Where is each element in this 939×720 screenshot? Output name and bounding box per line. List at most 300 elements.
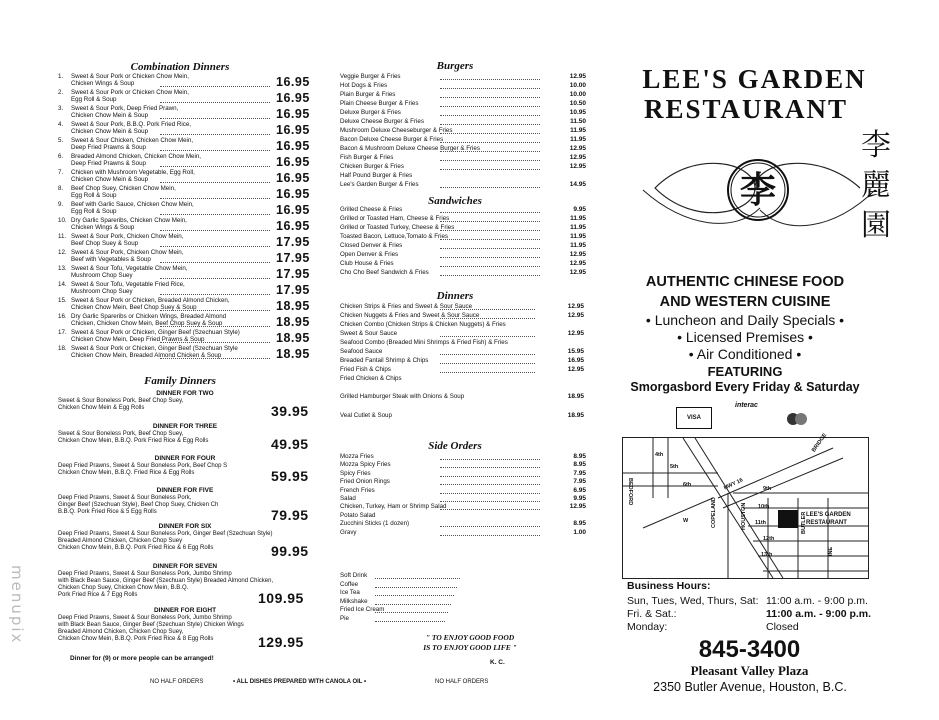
combo-line-2: Chicken Chow Mein & Soup (71, 112, 149, 120)
hours-day: Sun, Tues, Wed, Thurs, Sat: (627, 595, 759, 607)
combo-leader (160, 326, 270, 327)
footer-canola: • ALL DISHES PREPARED WITH CANOLA OIL • (233, 679, 367, 685)
combo-number: 14. (58, 281, 67, 288)
combo-line-1: Sweet & Sour Pork or Chicken, Ginger Beef (Szechuan Style (71, 345, 238, 352)
side-leader (440, 459, 540, 460)
burger-item: Plain Burger & Fries (340, 91, 396, 98)
combo-price: 16.95 (276, 219, 310, 233)
family-line: Pork Fried Rice & 7 Egg Rolls (58, 592, 138, 598)
combo-line-1: Beef Chop Suey, Chicken Chow Mein, (71, 185, 176, 192)
map-street-label: HWY 16 (723, 477, 745, 492)
combo-price: 16.95 (276, 123, 310, 137)
sandwich-leader (440, 266, 540, 267)
map-street-label: 6th (683, 482, 692, 488)
tagline (625, 272, 865, 312)
side-price: 7.95 (573, 469, 586, 477)
phone: 845-3400 (698, 636, 801, 663)
combo-leader (160, 134, 270, 135)
family-price: 109.95 (258, 590, 304, 606)
combo-line-2: Chicken Wings & Soup (71, 80, 135, 88)
hours-time: Closed (766, 621, 799, 633)
family-price: 59.95 (271, 468, 309, 484)
sandwich-price: 12.95 (569, 260, 586, 267)
quote (410, 633, 530, 653)
burger-leader (440, 124, 540, 125)
combo-leader (160, 198, 270, 199)
family-line: Chicken Chow Mein, B.B.Q. Pork Fried Rice & Egg Rolls (58, 438, 209, 444)
combo-line-1: Sweet & Sour Tofu, Vegetable Fried Rice, (71, 281, 185, 288)
burger-leader (440, 133, 540, 134)
drink-leader (375, 604, 451, 605)
features (625, 312, 865, 363)
sandwich-price: 11.95 (570, 242, 586, 249)
family-price: 49.95 (271, 436, 309, 452)
family-line: with Black Bean Sauce, Ginger Beef (Szechuan Style) Breaded Almond Chicken, (58, 578, 274, 584)
burger-item: Mushroom Deluxe Cheeseburger & Fries (340, 127, 453, 134)
combo-leader (160, 246, 270, 247)
drink-leader (375, 578, 460, 579)
sandwich-leader (440, 275, 540, 276)
dinner-item: Chicken Strips & Fries and Sweet & Sour Sauce (340, 303, 473, 310)
combo-line-1: Beef with Garlic Sauce, Chicken Chow Mein, (71, 201, 194, 208)
combo-price: 16.95 (276, 75, 310, 89)
family-line: B.B.Q. Pork Fried Rice & 5 Egg Rolls (58, 509, 157, 515)
footer-no-half-2: NO HALF ORDERS (435, 679, 489, 685)
combo-price: 18.95 (276, 347, 310, 361)
burger-item: Deluxe Burger & Fries (340, 109, 401, 116)
map-street-label: COPELAND (711, 497, 717, 528)
family-line: Deep Fried Prawns, Sweet & Sour Boneless Pork, Jumbo Shrimp (58, 571, 232, 577)
dinner-price: 12.95 (567, 312, 584, 319)
interac-icon: interac (735, 402, 758, 409)
side-price: 8.95 (573, 461, 586, 469)
combo-price: 18.95 (276, 331, 310, 345)
drink-item: Milkshake (340, 597, 368, 605)
family-group-head: DINNER FOR EIGHT (153, 607, 217, 614)
family-group-head: DINNER FOR SIX (158, 523, 212, 530)
side-item: Mozza Fries (340, 453, 374, 460)
burger-price: 12.95 (569, 154, 586, 161)
map-street-label: 10th (758, 504, 770, 510)
combo-price: 16.95 (276, 155, 310, 169)
combo-price: 16.95 (276, 107, 310, 121)
dinner-item: Seafood Combo (Breaded Mini Shrimps & Fried Fish) & Fries (340, 339, 508, 346)
combo-number: 6. (58, 153, 64, 160)
sandwich-item: Grilled or Toasted Turkey, Cheese & Fries (340, 224, 455, 231)
family-line: Breaded Almond Chicken, Chicken Chop Suey, (58, 629, 184, 635)
burger-leader (440, 79, 540, 80)
combo-leader (160, 86, 270, 87)
sandwich-leader (440, 212, 540, 213)
map-street-label: 11th (755, 520, 767, 526)
combo-leader (160, 294, 270, 295)
drink-leader (375, 612, 448, 613)
family-line: with Black Bean Sauce, Ginger Beef (Szechuan Style) Chicken Wings (58, 622, 244, 628)
drink-leader (375, 587, 457, 588)
sandwich-price: 12.95 (569, 269, 586, 276)
combo-leader (160, 214, 270, 215)
side-item: French Fries (340, 486, 375, 494)
combo-line-2: Chicken Wings & Soup (71, 224, 135, 232)
drink-item: Coffee (340, 580, 359, 588)
family-group-head: DINNER FOR FIVE (156, 487, 214, 494)
combo-price: 17.95 (276, 267, 310, 281)
family-line: Sweet & Sour Boneless Pork, Beef Chop Suey, (58, 398, 184, 404)
brand-chinese (856, 126, 896, 246)
combo-leader (160, 102, 270, 103)
side-item: Spicy Fries (340, 469, 371, 477)
family-line: Ginger Beef (Szechuan Style), Beef Chop Suey, Chicken Ch (58, 502, 219, 508)
quote-line-1: " TO ENJOY GOOD FOOD (425, 633, 515, 642)
dinner-leader (440, 363, 535, 364)
combo-leader (160, 278, 270, 279)
family-line: Chicken Chow Mein, B.B.Q. Fried Rice & Egg Rolls (58, 470, 195, 476)
side-leader (440, 476, 540, 477)
sandwich-item: Grilled Cheese & Fries (340, 206, 403, 213)
combination-title: Combination Dinners (130, 61, 230, 73)
dinner-price: 18.95 (567, 412, 584, 419)
family-group-head: DINNER FOR TWO (156, 390, 214, 397)
sandwich-leader (440, 248, 540, 249)
combo-line-1: Sweet & Sour Pork or Chicken Chow Mein, (71, 89, 189, 96)
dinner-price: 12.95 (567, 366, 584, 373)
combo-price: 17.95 (276, 283, 310, 297)
brand-logo-glyph: 李 (739, 169, 776, 211)
combo-line-1: Sweet & Sour Pork, Chicken Chow Mein, (71, 233, 184, 240)
map-restaurant-label: LEE'S GARDEN RESTAURANT (806, 512, 851, 526)
hours-time: 11:00 a.m. - 9:00 p.m. (766, 608, 872, 620)
family-price: 39.95 (271, 403, 309, 419)
hours-day: Monday: (627, 621, 668, 633)
dinner-leader (440, 309, 535, 310)
combo-number: 12. (58, 249, 67, 256)
combo-number: 18. (58, 345, 67, 352)
family-price: 99.95 (271, 543, 309, 559)
combo-price: 17.95 (276, 251, 310, 265)
smorgasbord: Smorgasbord Every Friday & Saturday (630, 380, 860, 394)
combo-line-2: Deep Fried Prawns & Soup (71, 144, 146, 152)
side-leader (440, 493, 540, 494)
map-street-label: 13th (761, 552, 773, 558)
combo-line-2: Beef with Vegetables & Soup (71, 256, 151, 264)
burger-item: Bacon & Mushroom Deluxe Cheese Burger & Fries (340, 145, 480, 152)
sandwich-price: 11.95 (570, 215, 586, 222)
family-group-head: DINNER FOR THREE (152, 423, 218, 430)
sides-title: Side Orders (428, 440, 482, 452)
map-street-label: BRIDGE (811, 432, 829, 454)
combo-line-1: Dry Garlic Spareribs, Chicken Chow Mein, (71, 217, 187, 224)
combo-number: 8. (58, 185, 64, 192)
burger-price: 11.95 (570, 127, 586, 134)
burger-price: 10.00 (569, 82, 586, 89)
drink-item: Pie (340, 615, 349, 622)
combo-line-1: Sweet & Sour Pork or Chicken Chow Mein, (71, 73, 189, 80)
burger-leader (440, 97, 540, 98)
burger-item: Lee's Garden Burger & Fries (340, 181, 419, 188)
combo-leader (160, 262, 270, 263)
burger-price: 12.95 (569, 145, 586, 152)
sandwich-price: 11.95 (570, 224, 586, 231)
burger-price: 10.95 (569, 109, 586, 116)
side-price: 1.00 (573, 528, 586, 536)
combo-leader (160, 182, 270, 183)
combo-line-1: Sweet & Sour Tofu, Vegetable Chow Mein, (71, 265, 188, 272)
map-street-label: BEDFORD (627, 478, 633, 506)
family-price: 79.95 (271, 507, 309, 523)
sandwich-leader (440, 230, 540, 231)
burger-item: Fish Burger & Fries (340, 154, 394, 161)
combo-line-2: Mushroom Chop Suey (71, 288, 133, 296)
dinner-price: 12.95 (567, 330, 584, 337)
burger-item: Half Pound Burger & Fries (340, 172, 413, 179)
dinner-item: Seafood Sauce (340, 348, 383, 355)
side-leader (440, 526, 540, 527)
combo-number: 1. (58, 73, 64, 80)
combo-line-2: Chicken Chow Mein, Deep Fried Prawns & Soup (71, 336, 205, 344)
side-price: 12.95 (569, 503, 586, 511)
combo-line-2: Chicken Chow Mein & Soup (71, 176, 149, 184)
family-line: Breaded Almond Chicken, Chicken Chop Suey (58, 538, 183, 544)
brand-chinese-2: 麗 (861, 168, 891, 203)
feature-3: • Air Conditioned • (688, 346, 802, 362)
feature-1: • Luncheon and Daily Specials • (645, 312, 845, 328)
dinner-price: 16.95 (567, 357, 584, 364)
combo-price: 17.95 (276, 235, 310, 249)
sandwich-price: 12.95 (569, 251, 586, 258)
dinner-leader (440, 354, 535, 355)
sandwich-item: Open Denver & Fries (340, 251, 399, 258)
map-street-label: 5th (670, 464, 679, 470)
combo-line-1: Chicken with Mushroom Vegetable, Egg Roll, (71, 169, 195, 176)
sandwich-item: Closed Denver & Fries (340, 242, 403, 249)
sandwich-leader (440, 239, 540, 240)
brand-chinese-1: 李 (861, 128, 891, 163)
combo-number: 4. (58, 121, 64, 128)
dinner-price: 12.95 (567, 303, 584, 310)
combo-number: 5. (58, 137, 64, 144)
combo-leader (160, 166, 270, 167)
combo-line-2: Deep Fried Prawns & Soup (71, 160, 146, 168)
burger-leader (440, 169, 540, 170)
side-leader (440, 501, 540, 502)
dinner-item: Breaded Fantail Shrimp & Chips (340, 357, 429, 364)
feature-2: • Licensed Premises • (677, 329, 813, 345)
combo-number: 15. (58, 297, 67, 304)
drink-item: Soft Drink (340, 572, 368, 579)
combo-leader (160, 342, 270, 343)
sandwich-item: Cho Cho Beef Sandwich & Fries (340, 269, 429, 276)
sandwich-leader (440, 257, 540, 258)
side-leader (440, 509, 540, 510)
combo-number: 16. (58, 313, 67, 320)
family-note: Dinner for (9) or more people can be arranged! (70, 655, 214, 662)
combo-price: 16.95 (276, 171, 310, 185)
dinner-item: Fried Fish & Chips (340, 366, 391, 373)
combo-line-2: Chicken Chow Mein & Soup (71, 128, 149, 136)
combo-price: 16.95 (276, 203, 310, 217)
family-title: Family Dinners (144, 375, 216, 387)
combo-leader (160, 150, 270, 151)
sandwich-item: Grilled or Toasted Ham, Cheese & Fries (340, 215, 450, 222)
sandwiches-title: Sandwiches (428, 195, 482, 207)
sandwich-item: Toasted Bacon, Lettuce,Tomato & Fries (340, 233, 448, 240)
map-street-label: W (683, 518, 689, 524)
combo-leader (160, 230, 270, 231)
side-item: Mozza Spicy Fries (340, 461, 391, 469)
quote-signature: K. C. (490, 659, 505, 666)
brand-name-line-1: LEE'S GARDEN (642, 64, 867, 94)
drink-item: Fried Ice Cream (340, 606, 385, 614)
family-line: Deep Fried Prawns, Sweet & Sour Boneless Pork, Beef Chop S (58, 463, 228, 469)
burger-price: 10.50 (569, 100, 586, 107)
combo-price: 16.95 (276, 187, 310, 201)
combo-line-2: Egg Roll & Soup (71, 192, 117, 200)
brand-name-line-2: RESTAURANT (644, 94, 849, 124)
sandwich-price: 9.95 (573, 206, 586, 213)
mastercard-icon (786, 412, 808, 426)
combo-line-2: Chicken Chow Mein, Beef Chop Suey & Soup (71, 304, 197, 312)
side-item: Potato Salad (340, 511, 376, 519)
tagline-1: AUTHENTIC CHINESE FOOD (645, 274, 845, 290)
combo-leader (160, 358, 270, 359)
combo-price: 16.95 (276, 91, 310, 105)
burger-leader (440, 151, 540, 152)
combo-line-1: Sweet & Sour Pork or Chicken, Breaded Almond Chicken, (71, 297, 230, 304)
burger-leader (440, 187, 540, 188)
side-price: 6.95 (573, 486, 586, 494)
combo-number: 9. (58, 201, 64, 208)
family-line: Chicken Chop Suey, Chicken Chow Mein, B.B.Q. (58, 585, 189, 591)
family-line: Chicken Chow Mein, B.B.Q. Pork Fried Rice & 8 Egg Rolls (58, 636, 214, 642)
combo-number: 2. (58, 89, 64, 96)
dinner-price: 18.95 (567, 393, 584, 400)
combo-number: 7. (58, 169, 64, 176)
side-price: 7.95 (573, 478, 586, 486)
map-street-label: BUTLER (801, 511, 807, 534)
combo-line-1: Sweet & Sour Pork, Chicken Chow Mein, (71, 249, 184, 256)
dinners-title: Dinners (436, 290, 474, 302)
burger-item: Veggie Burger & Fries (340, 73, 401, 80)
burger-price: 12.95 (569, 73, 586, 80)
side-item: Chicken, Turkey, Ham or Shrimp Salad (340, 503, 447, 511)
side-leader (440, 467, 540, 468)
dinner-item: Chicken Combo (Chicken Strips & Chicken Nuggets) & Fries (340, 321, 506, 328)
dinner-item: Chicken Nuggets & Fries and Sweet & Sour Sauce (340, 312, 480, 319)
family-group-head: DINNER FOR FOUR (154, 455, 216, 462)
combo-price: 16.95 (276, 139, 310, 153)
visa-icon: VISA (676, 407, 712, 429)
family-line: Deep Fried Prawns, Sweet & Sour Boneless Pork, Ginger Beef (Szechuan Style) (58, 531, 273, 537)
family-group-head: DINNER FOR SEVEN (152, 563, 218, 570)
brand-chinese-3: 園 (861, 208, 891, 243)
burger-leader (440, 106, 540, 107)
burger-leader (440, 88, 540, 89)
side-item: Fried Onion Rings (340, 478, 390, 486)
drink-item: Ice Tea (340, 589, 360, 597)
burger-item: Bacon Deluxe Cheese Burger & Fries (340, 136, 444, 143)
combo-line-2: Mushroom Chop Suey (71, 272, 133, 280)
combo-line-2: Egg Roll & Soup (71, 208, 117, 216)
combo-number: 17. (58, 329, 67, 336)
combo-line-1: Sweet & Sour Pork or Chicken, Ginger Beef (Szechuan Style) (71, 329, 240, 336)
combo-line-2: Beef Chop Suey & Soup (71, 240, 139, 248)
burger-item: Plain Cheese Burger & Fries (340, 100, 419, 107)
dinner-leader (440, 318, 535, 319)
map-street-label: HOUSTON (741, 502, 747, 530)
side-leader (440, 484, 540, 485)
burger-leader (440, 115, 540, 116)
combo-price: 18.95 (276, 315, 310, 329)
hours-time: 11:00 a.m. - 9:00 p.m. (766, 595, 868, 607)
family-line: Deep Fried Prawns, Sweet & Sour Boneless Pork, Jumbo Shrimp (58, 615, 232, 621)
burger-price: 12.95 (569, 163, 586, 170)
dinner-item: Sweet & Sour Sauce (340, 330, 398, 337)
combo-number: 11. (58, 233, 67, 240)
dinner-price: 15.95 (567, 348, 584, 355)
combo-line-1: Dry Garlic Spareribs or Chicken Wings, Breaded Almond (71, 313, 227, 320)
combo-price: 18.95 (276, 299, 310, 313)
burger-price: 11.95 (570, 136, 586, 143)
side-price: 9.95 (573, 495, 586, 502)
combo-number: 13. (58, 265, 67, 272)
family-price: 129.95 (258, 634, 304, 650)
sandwich-price: 11.95 (570, 233, 586, 240)
burger-price: 11.50 (570, 118, 586, 125)
dinner-item: Grilled Hamburger Steak with Onions & Soup (340, 393, 465, 400)
burger-price: 14.95 (569, 181, 586, 188)
watermark: menupix (8, 565, 26, 645)
combo-line-1: Breaded Almond Chicken, Chicken Chow Mein, (71, 153, 202, 160)
address: 2350 Butler Avenue, Houston, B.C. (653, 680, 847, 694)
family-line: Deep Fried Prawns, Sweet & Sour Boneless Pork, (58, 495, 192, 501)
hours-day: Fri. & Sat.: (627, 608, 677, 620)
combo-line-2: Chicken, Chicken Chow Mein, Beef Chop Suey & Soup (71, 320, 223, 328)
location-map (622, 432, 869, 579)
burger-price: 10.00 (569, 91, 586, 98)
combo-number: 10. (58, 217, 67, 224)
combo-line-1: Sweet & Sour Chicken, Chicken Chow Mein, (71, 137, 194, 144)
dinner-leader (440, 372, 535, 373)
burger-leader (440, 142, 540, 143)
side-price: 8.95 (573, 453, 586, 460)
footer-no-half-1: NO HALF ORDERS (150, 679, 204, 685)
sandwich-item: Club House & Fries (340, 260, 394, 267)
side-item: Zucchini Sticks (1 dozen) (340, 520, 410, 528)
featuring-label: FEATURING (707, 364, 783, 379)
combo-number: 3. (58, 105, 64, 112)
brand-name (632, 64, 892, 124)
side-leader (440, 535, 540, 536)
dinner-item: Fried Chicken & Chips (340, 375, 402, 382)
combo-line-2: Egg Roll & Soup (71, 96, 117, 104)
burger-item: Hot Dogs & Fries (340, 82, 388, 89)
combo-leader (160, 310, 270, 311)
side-item: Salad (340, 495, 356, 502)
map-street-label: INE (828, 546, 834, 556)
burger-item: Deluxe Cheese Burger & Fries (340, 118, 424, 125)
map-street-label: 9th (763, 486, 772, 492)
dinner-item: Veal Cutlet & Soup (340, 412, 392, 419)
combo-line-2: Chicken Chow Mein, Breaded Almond Chicken & Soup (71, 352, 222, 360)
drink-leader (375, 595, 454, 596)
family-line: Sweet & Sour Boneless Pork, Beef Chop Suey, (58, 431, 184, 437)
drink-leader (375, 621, 445, 622)
family-line: Chicken Chow Mein & Egg Rolls (58, 405, 145, 411)
tagline-2: AND WESTERN CUISINE (659, 294, 831, 310)
sandwich-leader (440, 221, 540, 222)
combo-line-1: Sweet & Sour Pork, B.B.Q. Pork Fried Rice, (71, 121, 192, 128)
map-street-label: 4th (655, 452, 664, 458)
